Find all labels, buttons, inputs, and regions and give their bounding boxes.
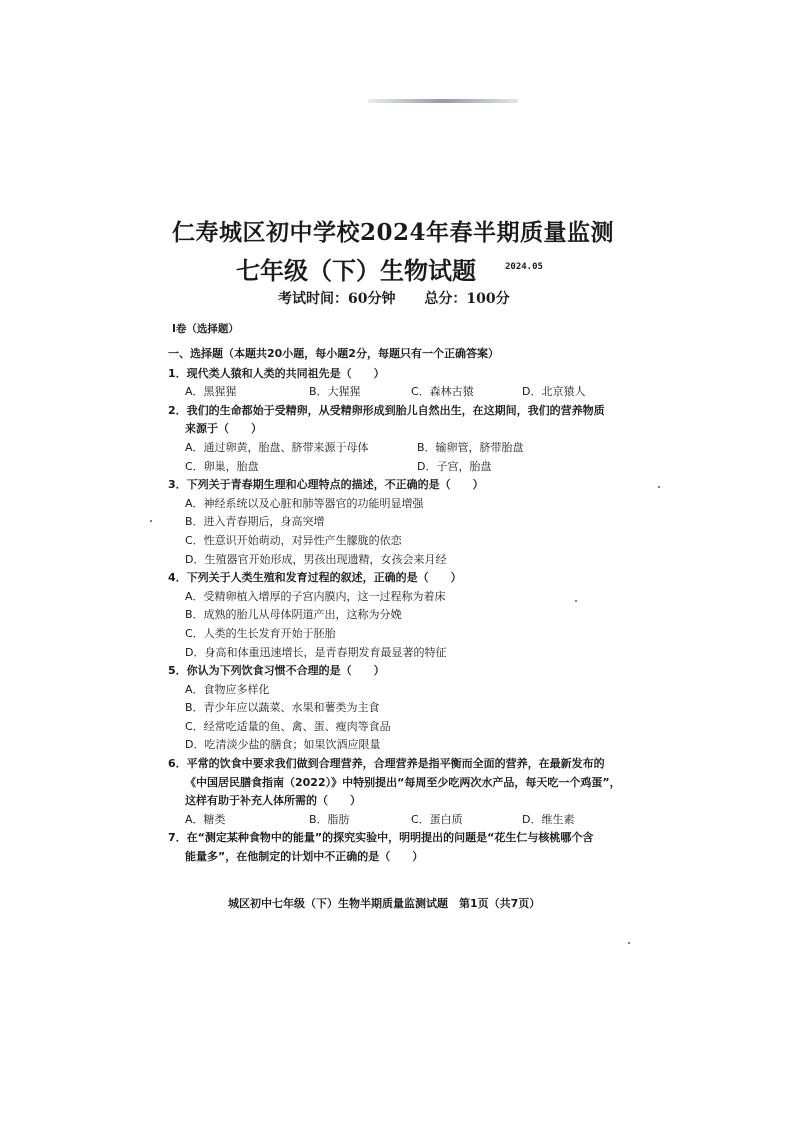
scan-speck <box>658 486 660 488</box>
answer-option: D．身高和体重迅速增长，是青春期发育最显著的特征 <box>185 645 447 659</box>
answer-option: C．森林古猿 <box>411 385 474 399</box>
options-row <box>168 811 648 830</box>
answer-option: B．大猩猩 <box>309 385 361 399</box>
options-row <box>168 551 648 570</box>
options-row <box>168 458 648 477</box>
options-row <box>168 495 648 514</box>
options-row <box>168 513 648 532</box>
question-stem: 来源于（ ） <box>185 422 262 436</box>
answer-option: C．经常吃适量的鱼、禽、蛋、瘦肉等食品 <box>185 719 391 733</box>
question-stem: 4．下列关于人类生殖和发育过程的叙述，正确的是（ ） <box>168 571 462 585</box>
question-stem: 这样有助于补充人体所需的（ ） <box>185 794 361 808</box>
page-footer: 城区初中七年级（下）生物半期质量监测试题 第1页（共7页） <box>228 897 541 910</box>
answer-option: B．进入青春期后，身高突增 <box>185 515 325 529</box>
answer-option: A．神经系统以及心脏和肺等器官的功能明显增强 <box>185 496 424 510</box>
answer-option: D．吃清淡少盐的膳食；如果饮酒应限量 <box>185 738 381 752</box>
answer-option: D．北京猿人 <box>522 385 586 399</box>
section-label: Ⅰ卷（选择题） <box>172 323 239 335</box>
scan-artifact-line <box>368 99 518 103</box>
question-stem: 3．下列关于青春期生理和心理特点的描述，不正确的是（ ） <box>168 478 484 492</box>
question-2 <box>168 402 648 476</box>
question-stem: 5．你认为下列饮食习惯不合理的是（ ） <box>168 664 385 678</box>
answer-option: B．成熟的胎儿从母体阴道产出，这称为分娩 <box>185 608 402 622</box>
question-4 <box>168 569 648 662</box>
options-row <box>168 736 648 755</box>
answer-option: A．通过卵黄，胎盘、脐带来源于母体 <box>185 440 369 454</box>
options-row <box>168 588 648 607</box>
question-stem: 2．我们的生命都始于受精卵，从受精卵形成到胎儿自然出生，在这期间，我们的营养物质 <box>168 403 605 417</box>
options-row <box>168 625 648 644</box>
answer-option: D．子宫，胎盘 <box>417 459 492 473</box>
question-container <box>168 365 648 867</box>
question-5 <box>168 662 648 755</box>
total-score: 总分：100分 <box>424 291 510 307</box>
question-list <box>168 345 648 867</box>
answer-option: A．糖类 <box>185 812 226 826</box>
answer-option: C．人类的生长发育开始于胚胎 <box>185 626 336 640</box>
options-row <box>168 699 648 718</box>
options-row <box>168 718 648 737</box>
question-stem: 《中国居民膳食指南（2022）》中特别提出“每周至少吃两次水产品，每天吃一个鸡蛋”， <box>185 775 621 789</box>
paper-title: 七年级（下）生物试题 <box>236 256 476 285</box>
part-heading: 一、选择题（本题共20小题，每小题2分，每题只有一个正确答案） <box>168 347 499 360</box>
answer-option: A．受精卵植入增厚的子宫内膜内，这一过程称为着床 <box>185 589 446 603</box>
answer-option: A．食物应多样化 <box>185 682 270 696</box>
paper-date: 2024.05 <box>505 262 543 272</box>
question-stem: 能量多”，在他制定的计划中不正确的是（ ） <box>185 850 424 864</box>
question-stem: 7．在“测定某种食物中的能量”的探究实验中，明明提出的问题是“花生仁与核桃哪个含 <box>168 831 594 845</box>
answer-option: C．卵巢，胎盘 <box>185 459 259 473</box>
answer-option: D．维生素 <box>522 812 575 826</box>
answer-option: A．黑猩猩 <box>185 385 237 399</box>
answer-option: B．输卵管，脐带胎盘 <box>417 440 524 454</box>
answer-option: B．脂肪 <box>309 812 350 826</box>
answer-option: C．性意识开始萌动，对异性产生朦胧的依恋 <box>185 533 402 547</box>
question-3 <box>168 476 648 569</box>
scan-speck <box>150 520 152 522</box>
options-row <box>168 681 648 700</box>
options-row <box>168 606 648 625</box>
options-row <box>168 532 648 551</box>
question-6 <box>168 755 648 829</box>
exam-time: 考试时间：60分钟 <box>278 291 396 307</box>
question-1 <box>168 365 648 402</box>
question-stem: 1．现代类人猿和人类的共同祖先是（ ） <box>168 366 385 380</box>
scan-speck <box>628 942 630 944</box>
exam-info <box>278 288 510 308</box>
options-row <box>168 644 648 663</box>
question-7 <box>168 829 648 866</box>
answer-option: D．生殖器官开始形成，男孩出现遗精，女孩会来月经 <box>185 552 447 566</box>
answer-option: C．蛋白质 <box>411 812 463 826</box>
options-row <box>168 383 648 402</box>
answer-option: B．青少年应以蔬菜、水果和薯类为主食 <box>185 701 380 715</box>
question-stem: 6．平常的饮食中要求我们做到合理营养，合理营养是指平衡而全面的营养，在最新发布的 <box>168 757 605 771</box>
scan-speck <box>575 600 577 602</box>
options-row <box>168 439 648 458</box>
school-title: 仁寿城区初中学校2024年春半期质量监测 <box>172 219 615 246</box>
